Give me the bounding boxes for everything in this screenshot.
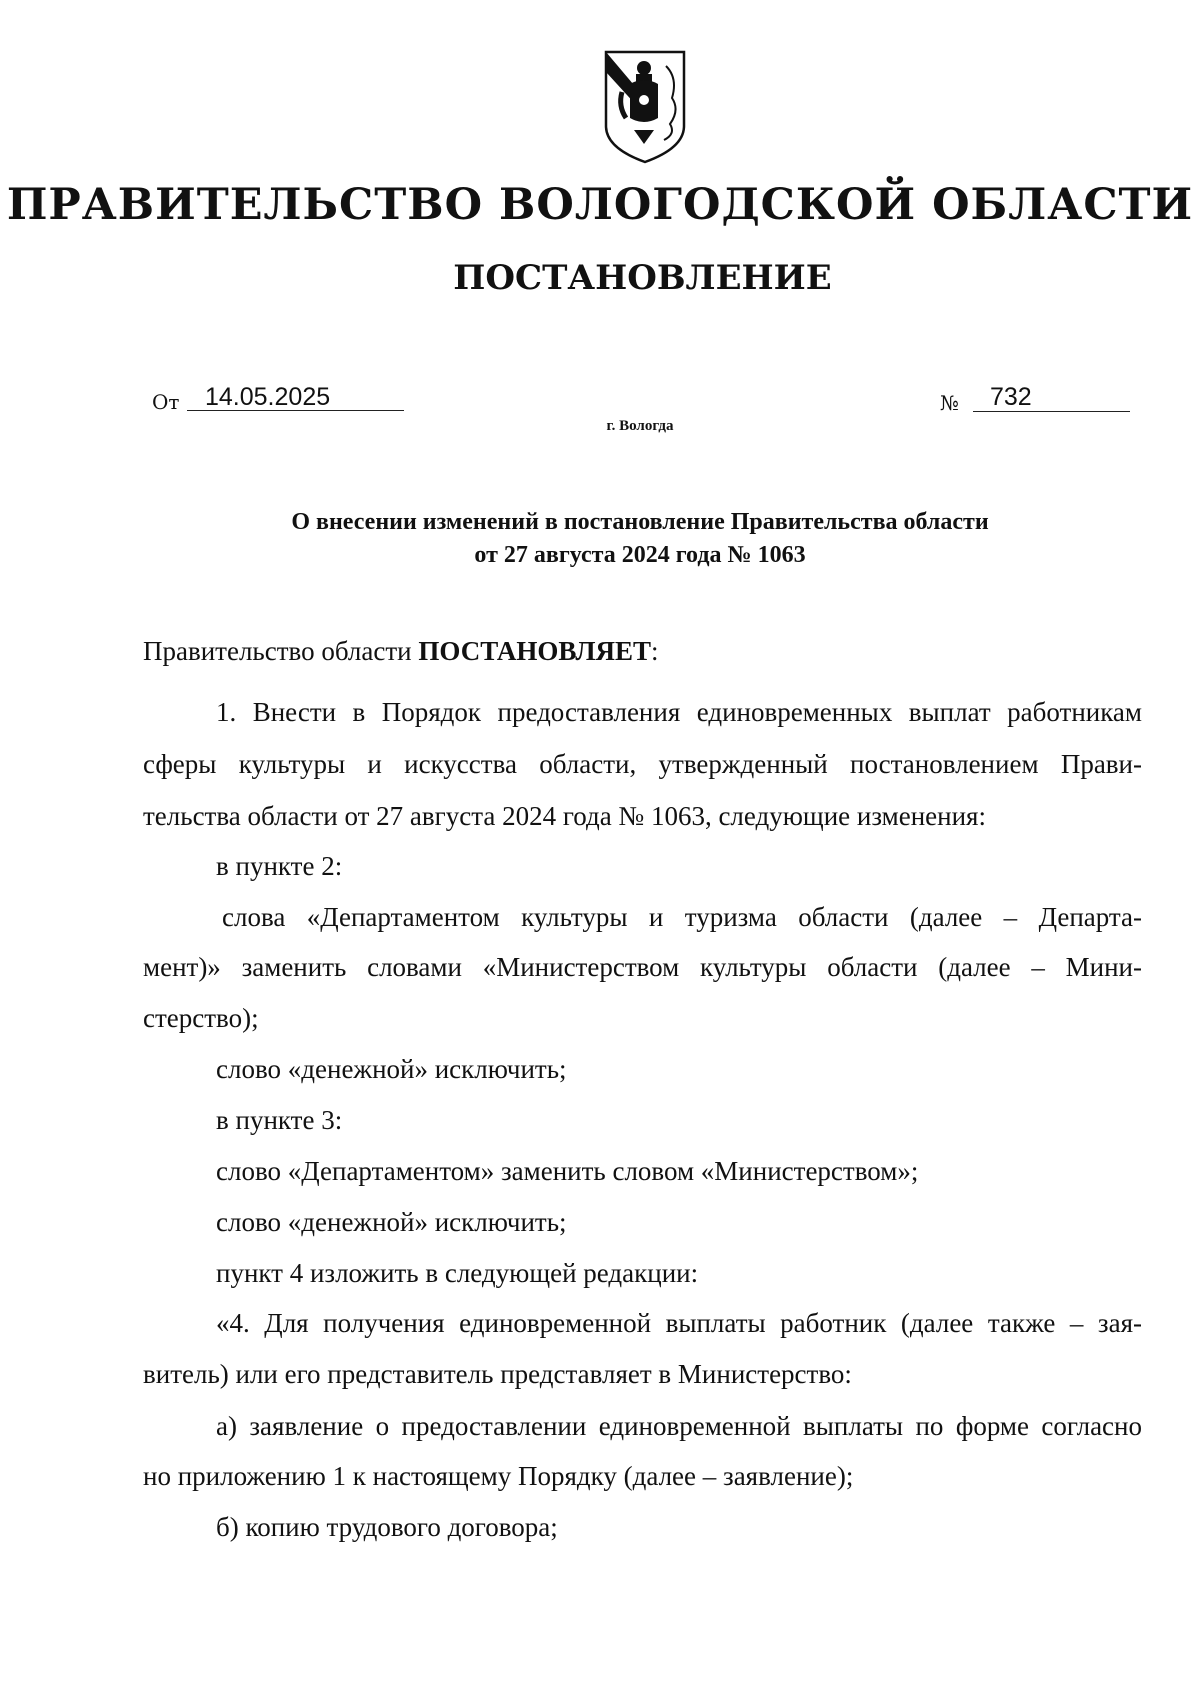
document-number: 732 bbox=[990, 383, 1032, 411]
body-line: слово «Департаментом» заменить словом «Министерством»; bbox=[216, 1156, 919, 1186]
body-line: мент)» заменить словами «Министерством культуры области (далее – Мини- bbox=[143, 952, 1142, 982]
body-line: но приложению 1 к настоящему Порядку (далее – заявление); bbox=[143, 1461, 854, 1491]
intro-colon: : bbox=[650, 636, 659, 666]
document-type: ПОСТАНОВЛЕНИЕ bbox=[453, 258, 832, 298]
subject-line-1: О внесении изменений в постановление Правительства области bbox=[291, 509, 989, 535]
document-subject bbox=[0, 506, 1200, 572]
government-title: ПРАВИТЕЛЬСТВО ВОЛОГОДСКОЙ ОБЛАСТИ bbox=[6, 180, 1194, 230]
body-line: а) заявление о предоставлении единовременной выплаты по форме согласно bbox=[216, 1411, 1142, 1441]
body-line: в пункте 3: bbox=[216, 1105, 343, 1135]
body-line: слово «денежной» исключить; bbox=[216, 1054, 567, 1084]
body-line: б) копию трудового договора; bbox=[216, 1512, 558, 1542]
intro-bold: ПОСТАНОВЛЯЕТ bbox=[418, 636, 651, 666]
date-label: От bbox=[152, 390, 180, 414]
body-line: сферы культуры и искусства области, утвержденный постановлением Прави- bbox=[143, 749, 1142, 779]
city: г. Вологда bbox=[606, 418, 674, 434]
body-line: слова «Департаментом культуры и туризма области (далее – Департа- bbox=[222, 902, 1142, 932]
body-line: тельства области от 27 августа 2024 года № 1063, следующие изменения: bbox=[143, 801, 986, 831]
coat-of-arms-emblem bbox=[600, 48, 690, 166]
body-line: слово «денежной» исключить; bbox=[216, 1207, 567, 1237]
intro-text: Правительство области bbox=[143, 636, 419, 666]
body-line: витель) или его представитель представляет в Министерство: bbox=[143, 1359, 852, 1389]
body-line: в пункте 2: bbox=[216, 851, 343, 881]
body-line: 1. Внести в Порядок предоставления единовременных выплат работникам bbox=[216, 697, 1142, 727]
document-date: 14.05.2025 bbox=[205, 383, 331, 411]
resolution-intro bbox=[143, 627, 659, 676]
number-label: № bbox=[940, 391, 959, 415]
subject-line-2: от 27 августа 2024 года № 1063 bbox=[474, 542, 806, 568]
body-line: пункт 4 изложить в следующей редакции: bbox=[216, 1258, 699, 1288]
body-line: «4. Для получения единовременной выплаты работник (далее также – зая- bbox=[216, 1308, 1142, 1338]
body-line: стерство); bbox=[143, 1003, 259, 1033]
